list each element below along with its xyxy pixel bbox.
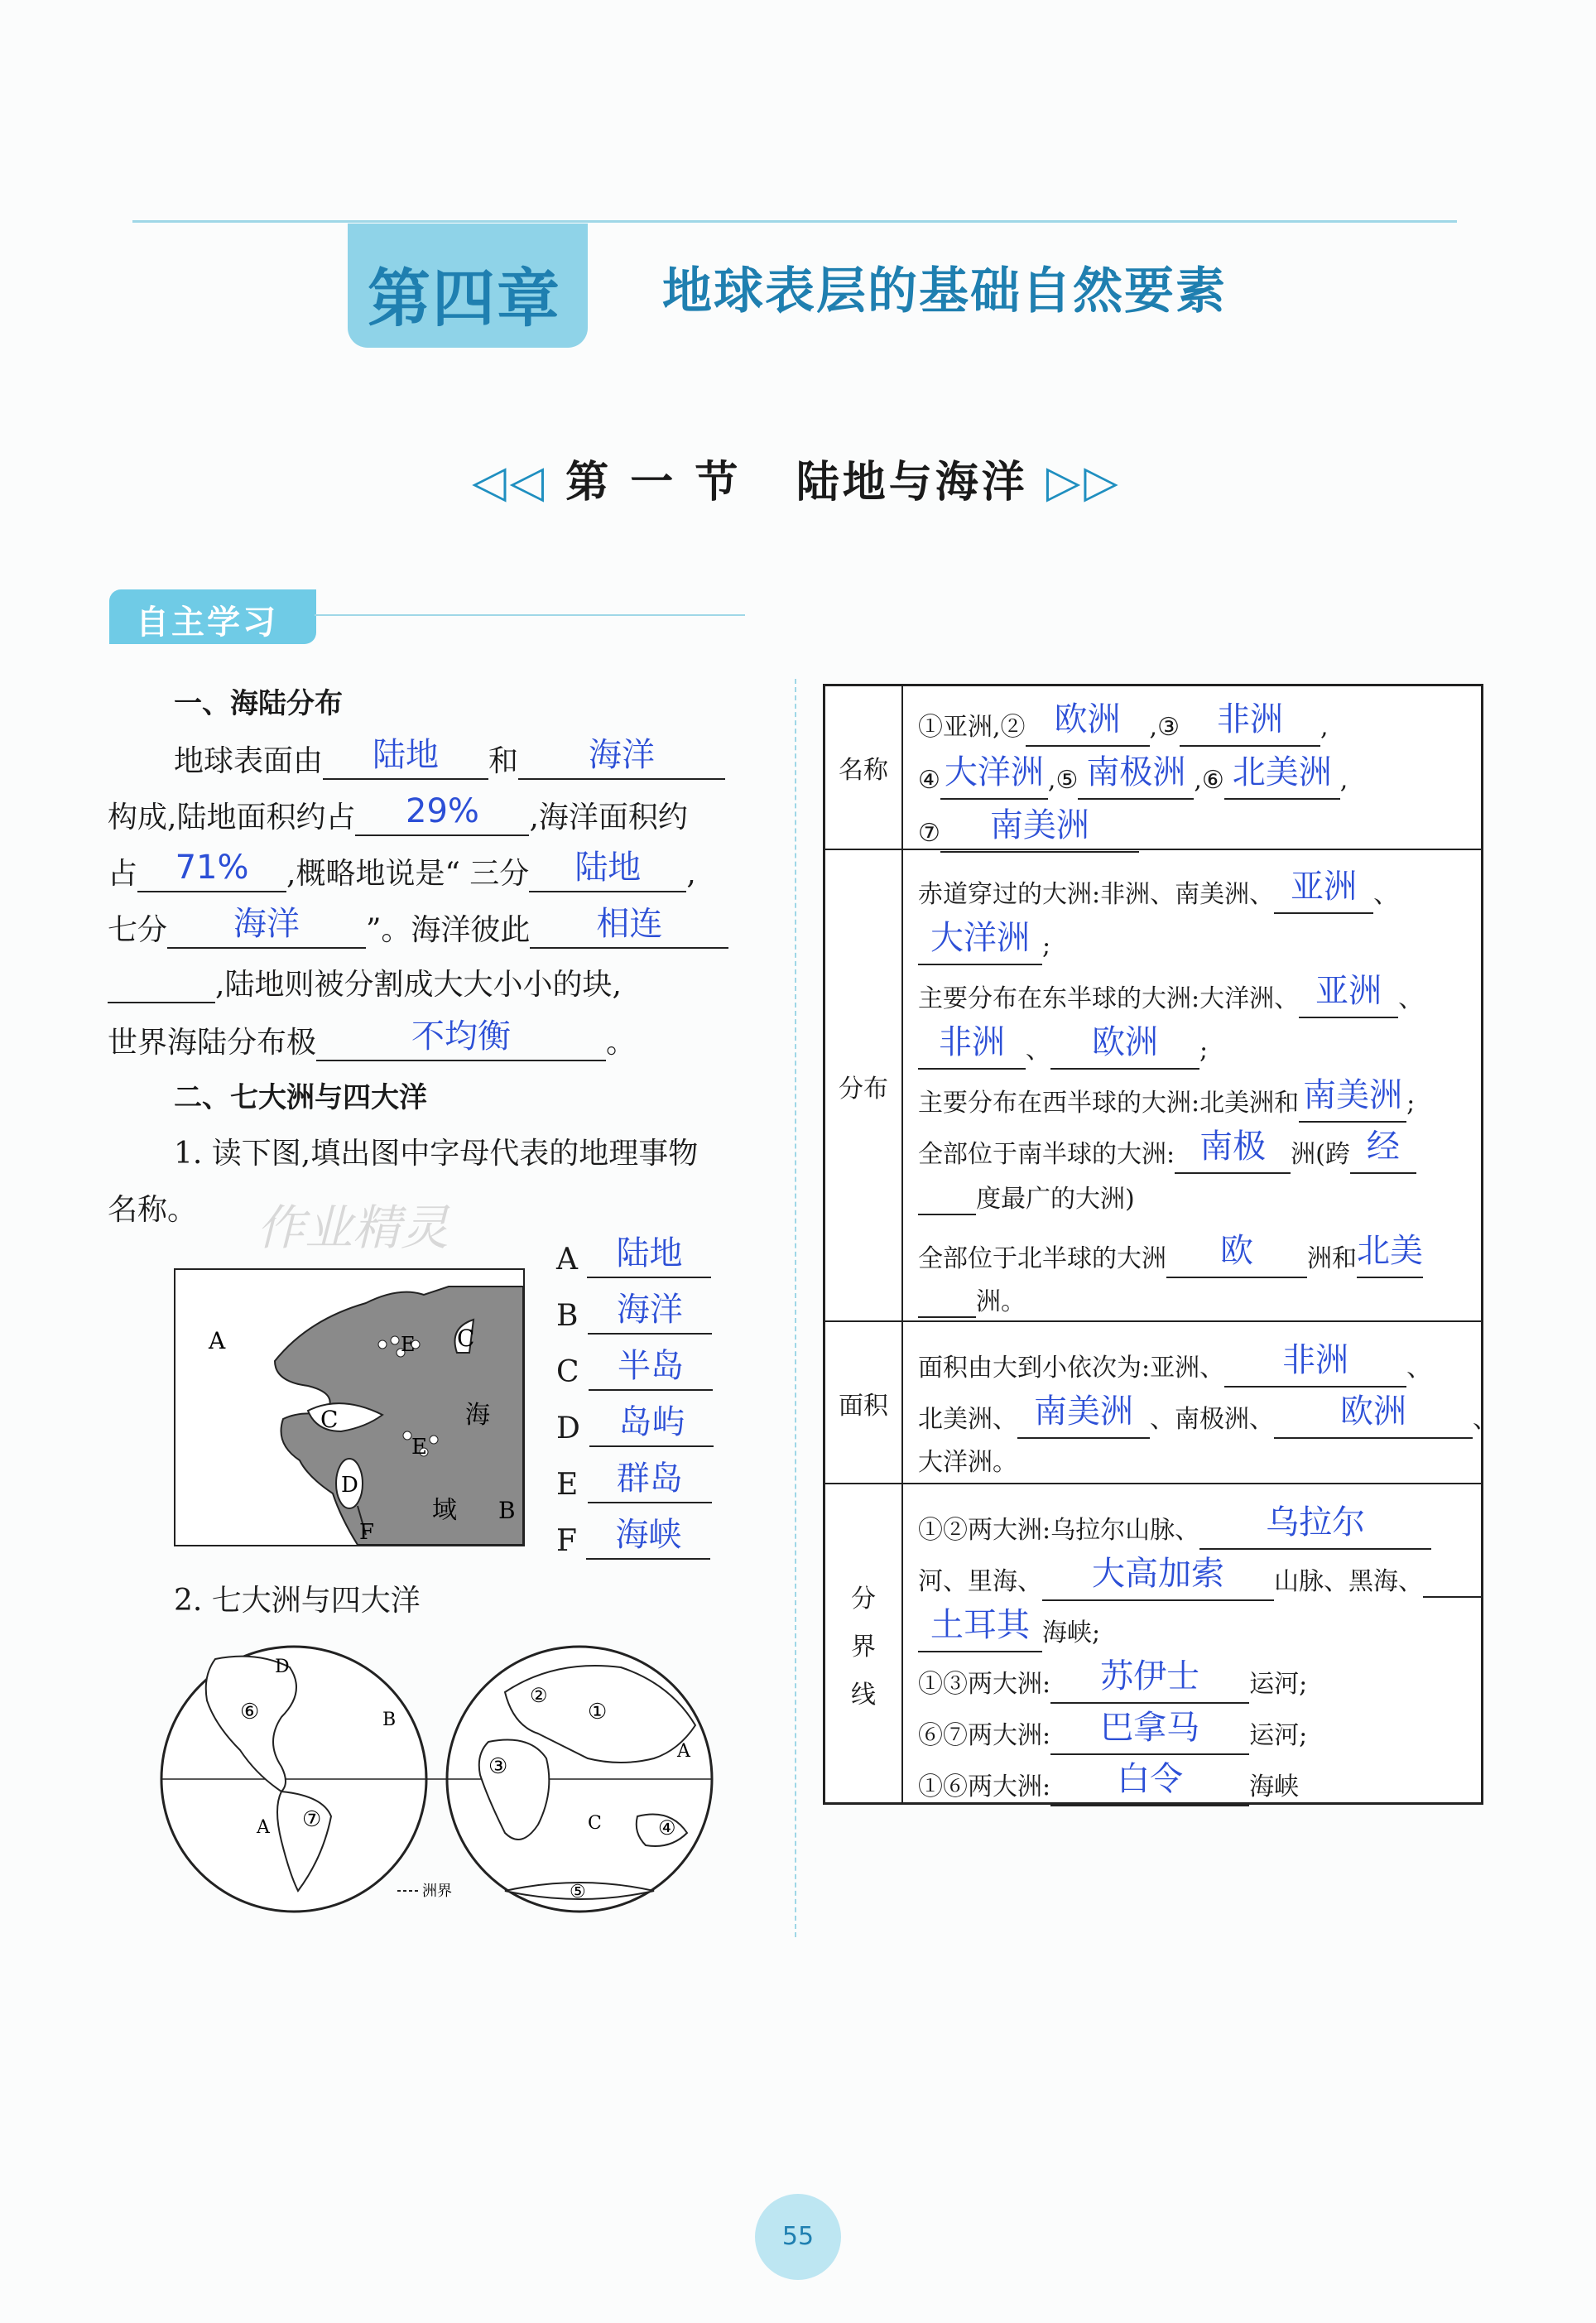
column-divider	[795, 679, 796, 1937]
watermark: 作业精灵	[257, 1200, 449, 1256]
table-row-area: 面积 面积由大到小依次为:亚洲、 非洲 、 北美洲、 南美洲 、南极洲、 欧洲 、 大洋洲。	[825, 1320, 1481, 1484]
chapter-label: 第四章	[368, 262, 561, 335]
arrow-left-icon: ◁◁	[472, 455, 548, 507]
answer-blank: 陆地	[323, 743, 488, 780]
row-head: 分布	[825, 850, 903, 1322]
answer-blank: 相连	[530, 912, 728, 949]
table-row-boundaries: 分 界 线 ①②两大洲:乌拉尔山脉、 乌拉尔 河、里海、 大高加索 山脉、黑海、 土耳其 海峡; ①③两大洲: 苏伊士 运河; ⑥⑦两大洲: 巴拿马 运河; ①⑥两大洲: 白令 海峡	[825, 1483, 1481, 1804]
row-head: 面积	[825, 1322, 903, 1484]
part2-heading: 二、七大洲与四大洋	[174, 1081, 427, 1114]
section-title-text: 第 一 节 陆地与海洋	[565, 458, 1028, 507]
answer-blank: 不均衡	[316, 1025, 606, 1061]
map-label-c2: C	[320, 1406, 339, 1433]
part1-line2: 构成,陆地面积约占 29% ,海洋面积约	[108, 792, 688, 834]
question-2: 2. 七大洲与四大洋	[174, 1584, 421, 1618]
part1-line5: ,陆地则被分割成大大小小的块,	[108, 969, 622, 1003]
list-item: B 海洋	[556, 1298, 712, 1335]
list-item: E 群岛	[556, 1467, 712, 1503]
row-head: 分 界 线	[825, 1484, 903, 1804]
chapter-badge	[348, 224, 588, 348]
part1-line1: 地球表面由 陆地 和 海洋	[174, 743, 725, 780]
globe-label-d: D	[275, 1657, 290, 1677]
globe-label-3: ③	[488, 1754, 508, 1779]
answer-blank: 海洋	[167, 912, 366, 949]
list-item: D 岛屿	[556, 1411, 714, 1447]
map-label-e1: E	[401, 1333, 416, 1356]
chapter-title: 地球表层的基础自然要素	[662, 262, 1227, 320]
coastline-map-svg	[175, 1270, 523, 1545]
globe-label-5: ⑤	[570, 1882, 586, 1902]
question-1-line2: 名称。	[108, 1193, 198, 1227]
answer-blank: 陆地	[529, 856, 686, 892]
tag-rule	[315, 614, 745, 616]
self-study-label: 自主学习	[136, 604, 278, 642]
map-label-b: B	[498, 1497, 516, 1524]
table-row-distribution: 分布 赤道穿过的大洲:非洲、南美洲、 亚洲 、 大洋洲 ; 主要分布在东半球的大洲:大洋洲、 亚洲 、 非洲 、 欧洲 ; 主要分布在西半球的大洲:北美洲和 南美洲 ; 全部位于南半球的大洲: 南极 洲(跨 经 度最广的大洲) 全部位于北半球的大洲 欧 洲和北美 洲。	[825, 849, 1481, 1322]
globe-label-b: B	[382, 1710, 397, 1730]
map-label-e2: E	[411, 1435, 427, 1460]
list-item: F 海峡	[556, 1523, 710, 1560]
header-rule	[132, 220, 1457, 223]
globe-label-c: C	[588, 1813, 602, 1834]
question-1-line1: 1. 读下图,填出图中字母代表的地理事物	[174, 1137, 699, 1171]
map-label-d: D	[341, 1473, 358, 1498]
globe-label-4: ④	[658, 1816, 676, 1840]
globe-label-7: ⑦	[302, 1807, 322, 1832]
table-row-names: 名称 ①亚洲,② 欧洲 ,③ 非洲 , ④ 大洋洲 ,⑤ 南极洲 ,⑥ 北美洲 , ⑦ 南美洲	[825, 686, 1481, 849]
world-hemispheres-map	[157, 1642, 770, 1924]
answer-blank: 海洋	[518, 743, 725, 780]
globe-label-a2: A	[677, 1741, 690, 1762]
coastline-map	[174, 1268, 525, 1546]
page-number-badge	[755, 2194, 841, 2280]
map-label-sea: 海	[465, 1401, 490, 1430]
continents-table	[823, 684, 1497, 1805]
hemispheres-svg	[157, 1642, 770, 1924]
map-label-sea-region: 域	[432, 1496, 457, 1525]
globe-label-1: ①	[588, 1700, 608, 1724]
row-head: 名称	[825, 686, 903, 849]
answer-blank: 29%	[355, 800, 529, 836]
part1-line4: 七分 海洋 ”。海洋彼此 相连	[108, 912, 728, 949]
globe-label-a1: A	[257, 1817, 270, 1838]
part1-heading: 一、海陆分布	[174, 687, 343, 720]
globe-label-2: ②	[530, 1684, 548, 1707]
part1-line3: 占 71% ,概略地说是“ 三分 陆地 ,	[108, 849, 696, 891]
answer-blank-empty	[108, 969, 215, 1003]
section-title	[472, 447, 1122, 509]
answer-blank: 71%	[137, 856, 286, 892]
list-item: A 陆地	[556, 1242, 711, 1278]
map-label-c1: C	[457, 1325, 475, 1352]
self-study-tag	[109, 589, 316, 644]
globe-label-6: ⑥	[240, 1700, 260, 1724]
list-item: C 半岛	[556, 1354, 713, 1391]
part1-line6: 世界海陆分布极 不均衡 。	[108, 1017, 637, 1060]
arrow-right-icon: ▷▷	[1046, 455, 1122, 507]
legend-continent-boundary: 洲界	[422, 1883, 452, 1900]
page-number: 55	[781, 2222, 815, 2251]
map-label-f: F	[359, 1520, 375, 1545]
map-label-a: A	[209, 1327, 226, 1354]
